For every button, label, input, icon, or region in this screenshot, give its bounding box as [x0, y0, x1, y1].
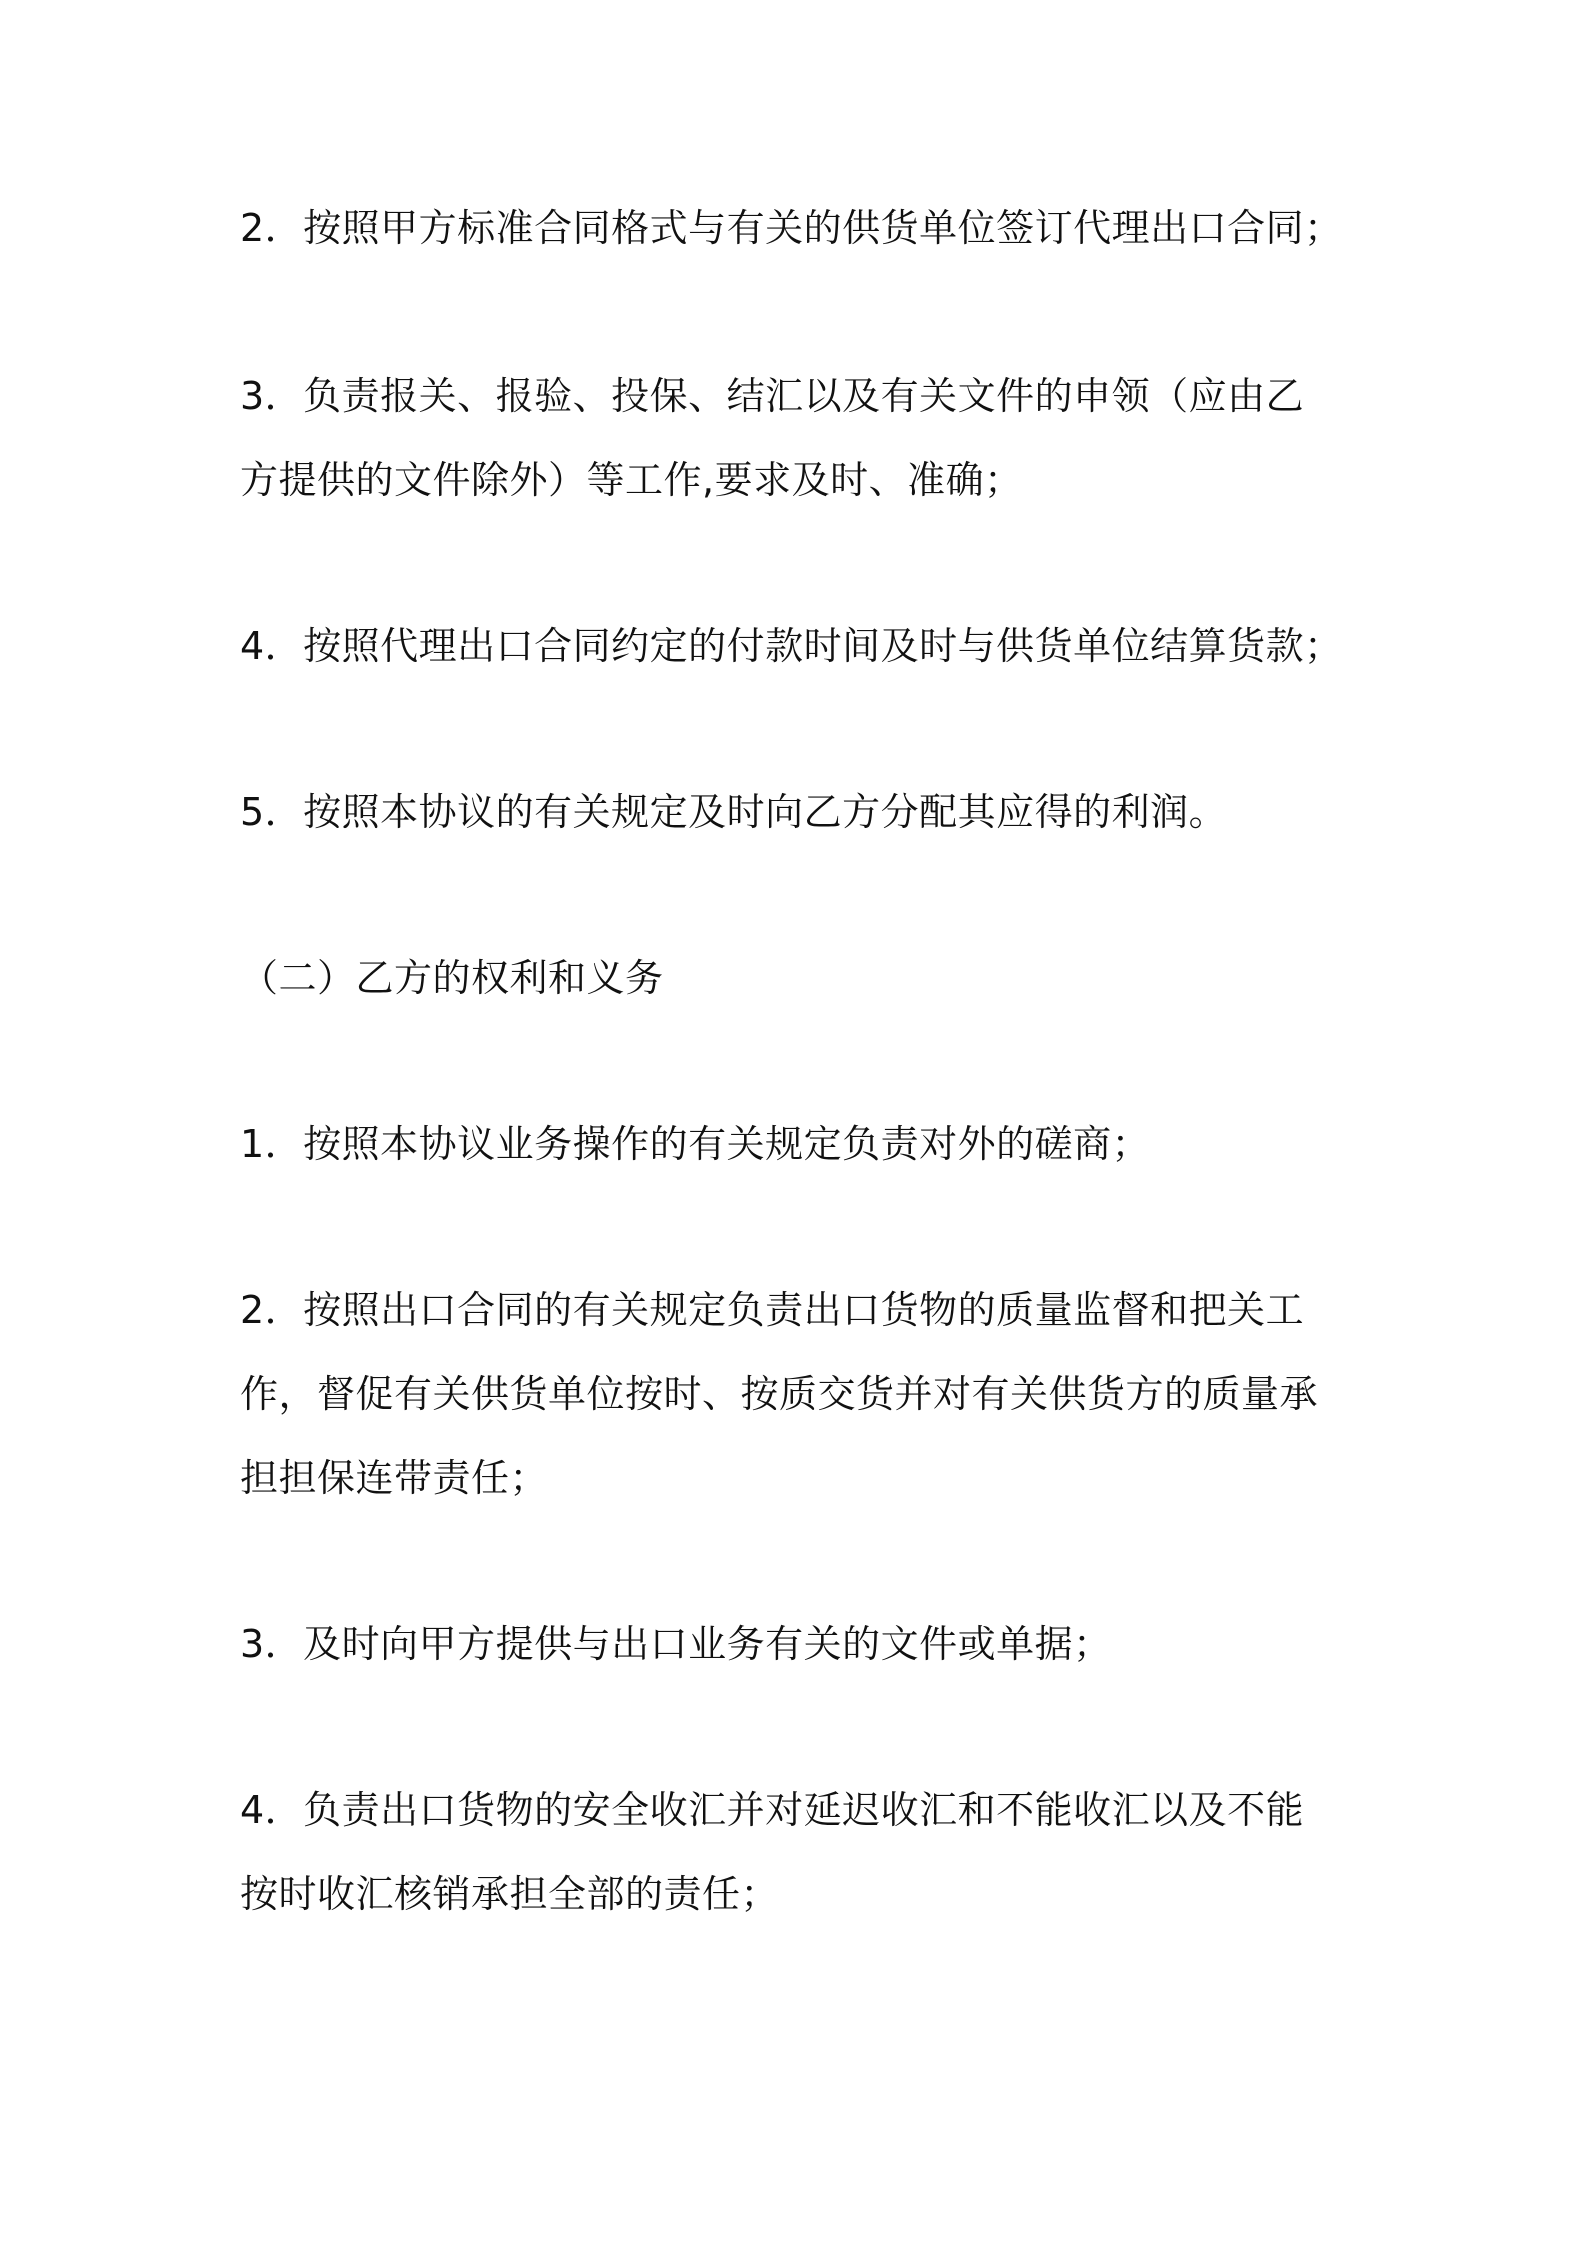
text-line: 按时收汇核销承担全部的责任； [240, 1872, 780, 1916]
clause-party-b-1 [240, 1102, 1360, 1186]
text-line: 4．负责出口货物的安全收汇并对延迟收汇和不能收汇以及不能 [240, 1788, 1305, 1832]
clause-party-a-5 [240, 770, 1360, 854]
text-line: 4．按照代理出口合同约定的付款时间及时与供货单位结算货款； [240, 624, 1343, 668]
text-line: 2．按照甲方标准合同格式与有关的供货单位签订代理出口合同； [240, 206, 1343, 250]
text-line: 3．及时向甲方提供与出口业务有关的文件或单据； [240, 1622, 1112, 1666]
clause-party-a-4 [240, 604, 1360, 688]
text-line: 5．按照本协议的有关规定及时向乙方分配其应得的利润。 [240, 790, 1228, 834]
clause-party-b-3 [240, 1602, 1360, 1686]
text-line: 方提供的文件除外）等工作,要求及时、准确； [240, 458, 1023, 502]
clause-party-b-2 [240, 1268, 1360, 1520]
text-line: 2．按照出口合同的有关规定负责出口货物的质量监督和把关工 [240, 1288, 1305, 1332]
clause-party-b-4 [240, 1768, 1360, 1936]
text-line: 作，督促有关供货单位按时、按质交货并对有关供货方的质量承 [240, 1372, 1319, 1416]
text-line: 3．负责报关、报验、投保、结汇以及有关文件的申领（应由乙 [240, 374, 1305, 418]
clause-party-a-3 [240, 354, 1360, 522]
section-heading: （二）乙方的权利和义务 [240, 956, 664, 1000]
text-line: 1．按照本协议业务操作的有关规定负责对外的磋商； [240, 1122, 1151, 1166]
clause-party-a-2 [240, 186, 1360, 270]
text-line: 担担保连带责任； [240, 1456, 549, 1500]
section-heading-party-b [240, 936, 1360, 1020]
